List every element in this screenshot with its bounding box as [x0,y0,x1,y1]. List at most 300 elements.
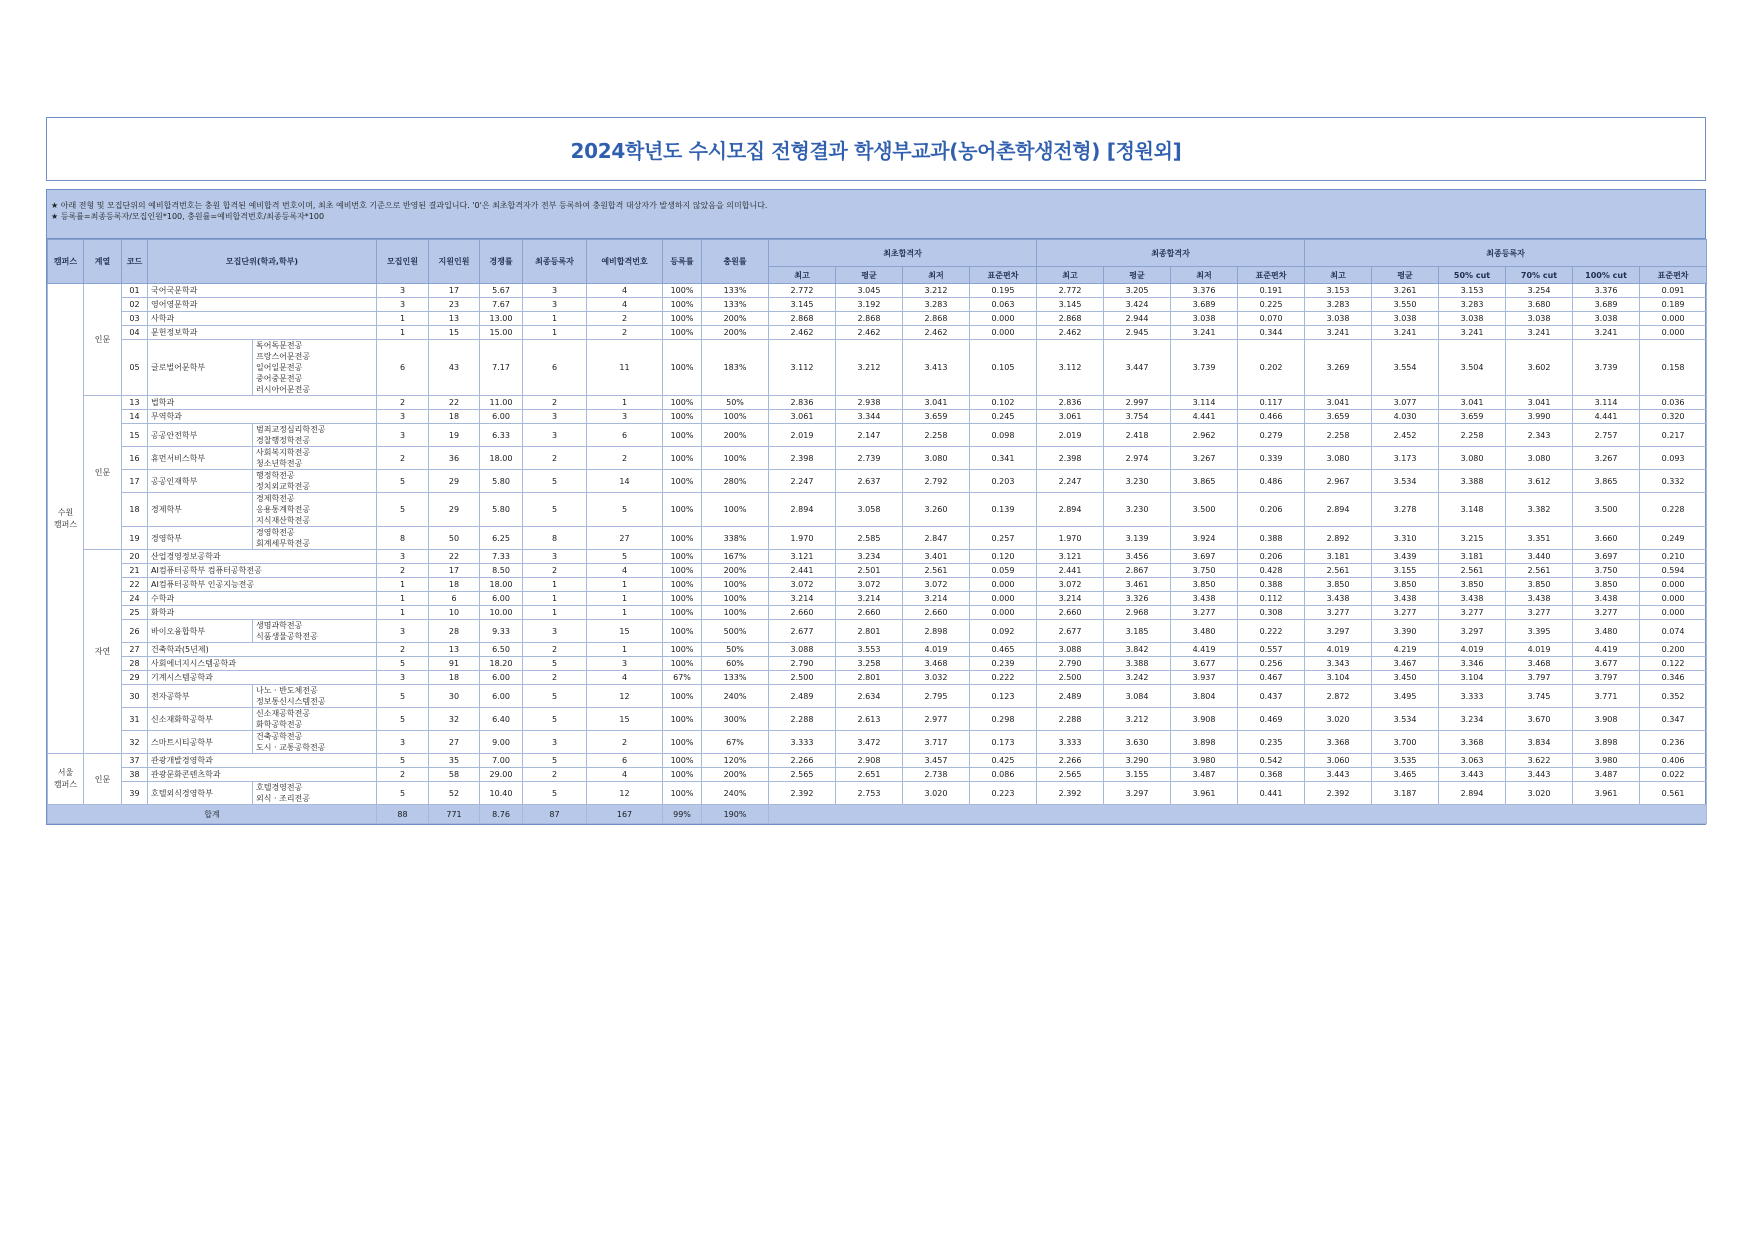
first-std-cell: 0.222 [970,671,1037,685]
competition-cell: 6.40 [480,708,523,731]
applicants-cell: 18 [429,410,480,424]
first-avg-cell: 3.192 [836,298,903,312]
total-applicants-cell: 771 [429,805,480,824]
first-avg-cell: 2.868 [836,312,903,326]
final-reg-cell: 2 [523,768,587,782]
first-max-cell: 2.500 [769,671,836,685]
final-reg-cell: 3 [523,424,587,447]
applicants-cell: 23 [429,298,480,312]
pass-avg-cell: 3.230 [1104,470,1171,493]
major-item: 화학공학전공 [256,720,303,729]
reg-std-cell: 0.561 [1640,782,1707,805]
table-body [48,284,1707,824]
first-std-cell: 0.105 [970,340,1037,396]
quota-cell: 1 [377,592,429,606]
unit-cell: 스마트시티공학부 [148,731,253,754]
reg-avg-cell: 3.554 [1372,340,1439,396]
reg-70cut-cell: 3.351 [1506,527,1573,550]
pass-avg-cell: 2.945 [1104,326,1171,340]
total-blank-cell [769,805,1707,824]
code-cell: 39 [122,782,148,805]
reg-70cut-cell: 2.561 [1506,564,1573,578]
competition-cell: 18.20 [480,657,523,671]
reg-rate-cell: 100% [663,410,702,424]
reg-100cut-cell: 3.241 [1573,326,1640,340]
subheader-min: 최저 [903,267,970,284]
major-item: 응용통계학전공 [256,505,311,514]
unit-cell: 영어영문학과 [148,298,377,312]
pass-std-cell: 0.469 [1238,708,1305,731]
reg-max-cell: 2.894 [1305,493,1372,527]
final-reg-cell: 2 [523,564,587,578]
quota-cell: 2 [377,643,429,657]
reg-avg-cell: 3.277 [1372,606,1439,620]
first-std-cell: 0.000 [970,592,1037,606]
final-reg-cell: 5 [523,708,587,731]
reg-max-cell: 3.277 [1305,606,1372,620]
table-row [48,578,1707,592]
competition-cell: 29.00 [480,768,523,782]
reg-70cut-cell: 3.382 [1506,493,1573,527]
pass-max-cell: 2.266 [1037,754,1104,768]
unit-cell: 호텔외식경영학부 [148,782,253,805]
reg-70cut-cell: 3.443 [1506,768,1573,782]
reg-std-cell: 0.158 [1640,340,1707,396]
reg-50cut-cell: 4.019 [1439,643,1506,657]
final-reg-cell: 3 [523,410,587,424]
first-avg-cell: 2.651 [836,768,903,782]
reg-50cut-cell: 3.297 [1439,620,1506,643]
first-max-cell: 2.677 [769,620,836,643]
table-row [48,550,1707,564]
waitlist-cell: 15 [587,620,663,643]
major-item: 경영학전공 [256,528,295,537]
first-avg-cell: 3.553 [836,643,903,657]
code-cell: 01 [122,284,148,298]
fill-rate-cell: 120% [702,754,769,768]
fill-rate-cell: 100% [702,410,769,424]
major-item: 생명과학전공 [256,621,303,630]
reg-max-cell: 3.343 [1305,657,1372,671]
pass-std-cell: 0.206 [1238,493,1305,527]
table-row [48,657,1707,671]
first-max-cell: 2.288 [769,708,836,731]
reg-rate-cell: 100% [663,527,702,550]
applicants-cell: 18 [429,671,480,685]
reg-70cut-cell: 3.241 [1506,326,1573,340]
subheader-max: 최고 [1305,267,1372,284]
first-max-cell: 3.333 [769,731,836,754]
waitlist-cell: 2 [587,312,663,326]
reg-100cut-cell: 3.961 [1573,782,1640,805]
subheader-avg: 평균 [1104,267,1171,284]
header-waitlist: 예비합격번호 [587,240,663,284]
reg-rate-cell: 100% [663,312,702,326]
competition-cell: 7.00 [480,754,523,768]
fill-rate-cell: 338% [702,527,769,550]
pass-min-cell: 3.908 [1171,708,1238,731]
first-min-cell: 3.020 [903,782,970,805]
unit-cell: 법학과 [148,396,377,410]
reg-avg-cell: 3.850 [1372,578,1439,592]
pass-std-cell: 0.388 [1238,527,1305,550]
reg-100cut-cell: 3.438 [1573,592,1640,606]
major-item: 범죄교정심리학전공 [256,425,326,434]
reg-rate-cell: 100% [663,340,702,396]
reg-50cut-cell: 3.063 [1439,754,1506,768]
reg-avg-cell: 3.535 [1372,754,1439,768]
quota-cell: 2 [377,396,429,410]
applicants-cell: 29 [429,470,480,493]
major-cell [253,470,377,493]
major-item: 독어독문전공 [256,341,303,350]
competition-cell: 6.25 [480,527,523,550]
code-cell: 19 [122,527,148,550]
reg-max-cell: 2.967 [1305,470,1372,493]
reg-100cut-cell: 3.739 [1573,340,1640,396]
first-max-cell: 3.061 [769,410,836,424]
reg-100cut-cell: 3.689 [1573,298,1640,312]
pass-min-cell: 3.980 [1171,754,1238,768]
table-row [48,708,1707,731]
reg-50cut-cell: 3.504 [1439,340,1506,396]
first-max-cell: 2.441 [769,564,836,578]
reg-std-cell: 0.352 [1640,685,1707,708]
major-item: 외식 · 조리전공 [256,794,310,803]
waitlist-cell: 2 [587,326,663,340]
reg-std-cell: 0.346 [1640,671,1707,685]
pass-std-cell: 0.542 [1238,754,1305,768]
major-item: 정치외교학전공 [256,482,311,491]
pass-max-cell: 2.677 [1037,620,1104,643]
first-min-cell: 2.258 [903,424,970,447]
reg-avg-cell: 3.467 [1372,657,1439,671]
pass-max-cell: 2.660 [1037,606,1104,620]
applicants-cell: 17 [429,564,480,578]
reg-100cut-cell: 4.441 [1573,410,1640,424]
pass-max-cell: 3.121 [1037,550,1104,564]
waitlist-cell: 14 [587,470,663,493]
first-avg-cell: 2.908 [836,754,903,768]
reg-50cut-cell: 3.368 [1439,731,1506,754]
total-final-reg-cell: 87 [523,805,587,824]
waitlist-cell: 12 [587,782,663,805]
table-row [48,284,1707,298]
table-row [48,410,1707,424]
reg-70cut-cell: 3.834 [1506,731,1573,754]
pass-max-cell: 3.145 [1037,298,1104,312]
quota-cell: 3 [377,620,429,643]
subheader-100cut: 100% cut [1573,267,1640,284]
reg-50cut-cell: 3.241 [1439,326,1506,340]
applicants-cell: 36 [429,447,480,470]
reg-70cut-cell: 3.612 [1506,470,1573,493]
major-item: 프랑스어문전공 [256,352,311,361]
header-quota: 모집인원 [377,240,429,284]
waitlist-cell: 1 [587,592,663,606]
major-item: 나노 · 반도체전공 [256,686,318,695]
pass-std-cell: 0.225 [1238,298,1305,312]
code-cell: 22 [122,578,148,592]
reg-std-cell: 0.594 [1640,564,1707,578]
table-row [48,685,1707,708]
competition-cell: 6.50 [480,643,523,657]
first-min-cell: 3.260 [903,493,970,527]
fill-rate-cell: 240% [702,782,769,805]
table-row [48,298,1707,312]
pass-min-cell: 3.898 [1171,731,1238,754]
table-row [48,527,1707,550]
reg-50cut-cell: 3.038 [1439,312,1506,326]
pass-std-cell: 0.486 [1238,470,1305,493]
code-cell: 32 [122,731,148,754]
reg-std-cell: 0.200 [1640,643,1707,657]
final-reg-cell: 1 [523,606,587,620]
pass-std-cell: 0.308 [1238,606,1305,620]
final-reg-cell: 1 [523,578,587,592]
reg-rate-cell: 67% [663,671,702,685]
major-item: 러시아어문전공 [256,385,311,394]
reg-50cut-cell: 3.234 [1439,708,1506,731]
pass-min-cell: 3.937 [1171,671,1238,685]
final-reg-cell: 3 [523,298,587,312]
first-max-cell: 2.247 [769,470,836,493]
reg-70cut-cell: 2.343 [1506,424,1573,447]
reg-50cut-cell: 3.346 [1439,657,1506,671]
pass-avg-cell: 2.997 [1104,396,1171,410]
pass-max-cell: 2.868 [1037,312,1104,326]
reg-50cut-cell: 3.153 [1439,284,1506,298]
major-cell [253,685,377,708]
field-cell: 인문 [84,284,122,396]
reg-avg-cell: 3.465 [1372,768,1439,782]
subheader-avg: 평균 [836,267,903,284]
pass-min-cell: 3.924 [1171,527,1238,550]
header-campus: 캠퍼스 [48,240,84,284]
unit-cell: 국어국문학과 [148,284,377,298]
table-row [48,326,1707,340]
major-item: 식품생물공학전공 [256,632,318,641]
pass-max-cell: 2.441 [1037,564,1104,578]
total-quota-cell: 88 [377,805,429,824]
table-row [48,340,1707,396]
reg-avg-cell: 3.261 [1372,284,1439,298]
waitlist-cell: 2 [587,731,663,754]
competition-cell: 6.00 [480,685,523,708]
reg-50cut-cell: 3.215 [1439,527,1506,550]
unit-cell: 사회에너지시스템공학과 [148,657,377,671]
first-avg-cell: 2.660 [836,606,903,620]
reg-avg-cell: 3.038 [1372,312,1439,326]
pass-avg-cell: 3.388 [1104,657,1171,671]
table-row [48,470,1707,493]
header-group-final-reg: 최종등록자 [1305,240,1707,267]
reg-50cut-cell: 3.659 [1439,410,1506,424]
pass-avg-cell: 3.205 [1104,284,1171,298]
reg-max-cell: 2.258 [1305,424,1372,447]
reg-50cut-cell: 3.850 [1439,578,1506,592]
fill-rate-cell: 133% [702,298,769,312]
pass-std-cell: 0.279 [1238,424,1305,447]
reg-rate-cell: 100% [663,754,702,768]
reg-50cut-cell: 3.104 [1439,671,1506,685]
first-max-cell: 2.868 [769,312,836,326]
total-reg-rate-cell: 99% [663,805,702,824]
code-cell: 02 [122,298,148,312]
pass-max-cell: 2.772 [1037,284,1104,298]
quota-cell: 8 [377,527,429,550]
first-min-cell: 3.659 [903,410,970,424]
competition-cell: 5.67 [480,284,523,298]
competition-cell: 9.33 [480,620,523,643]
pass-avg-cell: 3.754 [1104,410,1171,424]
reg-rate-cell: 100% [663,657,702,671]
fill-rate-cell: 50% [702,643,769,657]
total-competition-cell: 8.76 [480,805,523,824]
reg-70cut-cell: 3.622 [1506,754,1573,768]
table-row [48,312,1707,326]
reg-rate-cell: 100% [663,578,702,592]
competition-cell: 7.67 [480,298,523,312]
pass-std-cell: 0.339 [1238,447,1305,470]
pass-min-cell: 3.865 [1171,470,1238,493]
field-cell: 인문 [84,754,122,805]
reg-avg-cell: 3.450 [1372,671,1439,685]
quota-cell: 6 [377,340,429,396]
first-avg-cell: 2.585 [836,527,903,550]
reg-rate-cell: 100% [663,620,702,643]
reg-avg-cell: 3.187 [1372,782,1439,805]
reg-rate-cell: 100% [663,782,702,805]
code-cell: 27 [122,643,148,657]
fill-rate-cell: 500% [702,620,769,643]
quota-cell: 3 [377,731,429,754]
subheader-std: 표준편차 [970,267,1037,284]
final-reg-cell: 3 [523,731,587,754]
reg-rate-cell: 100% [663,424,702,447]
quota-cell: 1 [377,578,429,592]
reg-rate-cell: 100% [663,396,702,410]
header-unit: 모집단위(학과,학부) [148,240,377,284]
table-row [48,424,1707,447]
reg-70cut-cell: 3.602 [1506,340,1573,396]
pass-std-cell: 0.206 [1238,550,1305,564]
code-cell: 29 [122,671,148,685]
reg-50cut-cell: 2.258 [1439,424,1506,447]
reg-avg-cell: 3.550 [1372,298,1439,312]
waitlist-cell: 3 [587,657,663,671]
pass-std-cell: 0.441 [1238,782,1305,805]
reg-max-cell: 3.080 [1305,447,1372,470]
reg-max-cell: 3.297 [1305,620,1372,643]
reg-avg-cell: 3.438 [1372,592,1439,606]
unit-cell: 신소재화학공학부 [148,708,253,731]
first-max-cell: 2.392 [769,782,836,805]
table-row [48,447,1707,470]
waitlist-cell: 2 [587,447,663,470]
table-row [48,768,1707,782]
applicants-cell: 91 [429,657,480,671]
pass-std-cell: 0.388 [1238,578,1305,592]
fill-rate-cell: 133% [702,671,769,685]
pass-min-cell: 3.038 [1171,312,1238,326]
reg-100cut-cell: 3.114 [1573,396,1640,410]
pass-std-cell: 0.344 [1238,326,1305,340]
reg-70cut-cell: 3.254 [1506,284,1573,298]
first-max-cell: 2.565 [769,768,836,782]
waitlist-cell: 1 [587,606,663,620]
reg-avg-cell: 3.173 [1372,447,1439,470]
pass-min-cell: 3.500 [1171,493,1238,527]
waitlist-cell: 6 [587,754,663,768]
reg-50cut-cell: 3.333 [1439,685,1506,708]
first-min-cell: 3.214 [903,592,970,606]
fill-rate-cell: 50% [702,396,769,410]
first-avg-cell: 3.344 [836,410,903,424]
reg-100cut-cell: 2.757 [1573,424,1640,447]
unit-cell: 산업경영정보공학과 [148,550,377,564]
first-max-cell: 2.489 [769,685,836,708]
first-min-cell: 3.457 [903,754,970,768]
first-max-cell: 2.266 [769,754,836,768]
final-reg-cell: 3 [523,550,587,564]
field-cell: 인문 [84,396,122,550]
first-std-cell: 0.092 [970,620,1037,643]
pass-max-cell: 2.392 [1037,782,1104,805]
waitlist-cell: 15 [587,708,663,731]
reg-70cut-cell: 3.277 [1506,606,1573,620]
unit-cell: 경제학부 [148,493,253,527]
waitlist-cell: 4 [587,298,663,312]
quota-cell: 5 [377,685,429,708]
competition-cell: 6.00 [480,410,523,424]
competition-cell: 15.00 [480,326,523,340]
pass-min-cell: 2.962 [1171,424,1238,447]
page-title: 2024학년도 수시모집 전형결과 학생부교과(농어촌학생전형) [정원외] [570,138,1182,163]
first-max-cell: 2.790 [769,657,836,671]
first-max-cell: 2.019 [769,424,836,447]
pass-max-cell: 2.836 [1037,396,1104,410]
code-cell: 05 [122,340,148,396]
first-std-cell: 0.098 [970,424,1037,447]
reg-50cut-cell: 3.080 [1439,447,1506,470]
first-avg-cell: 2.147 [836,424,903,447]
reg-70cut-cell: 3.745 [1506,685,1573,708]
reg-rate-cell: 100% [663,493,702,527]
first-std-cell: 0.000 [970,326,1037,340]
reg-max-cell: 3.283 [1305,298,1372,312]
major-cell [253,424,377,447]
competition-cell: 6.33 [480,424,523,447]
reg-50cut-cell: 2.561 [1439,564,1506,578]
pass-min-cell: 3.689 [1171,298,1238,312]
competition-cell: 18.00 [480,447,523,470]
reg-rate-cell: 100% [663,768,702,782]
pass-avg-cell: 3.842 [1104,643,1171,657]
first-max-cell: 2.894 [769,493,836,527]
quota-cell: 3 [377,424,429,447]
waitlist-cell: 4 [587,284,663,298]
pass-avg-cell: 3.139 [1104,527,1171,550]
reg-max-cell: 3.104 [1305,671,1372,685]
final-reg-cell: 5 [523,685,587,708]
reg-max-cell: 3.060 [1305,754,1372,768]
reg-100cut-cell: 3.267 [1573,447,1640,470]
competition-cell: 9.00 [480,731,523,754]
reg-100cut-cell: 3.797 [1573,671,1640,685]
first-std-cell: 0.203 [970,470,1037,493]
pass-avg-cell: 2.974 [1104,447,1171,470]
